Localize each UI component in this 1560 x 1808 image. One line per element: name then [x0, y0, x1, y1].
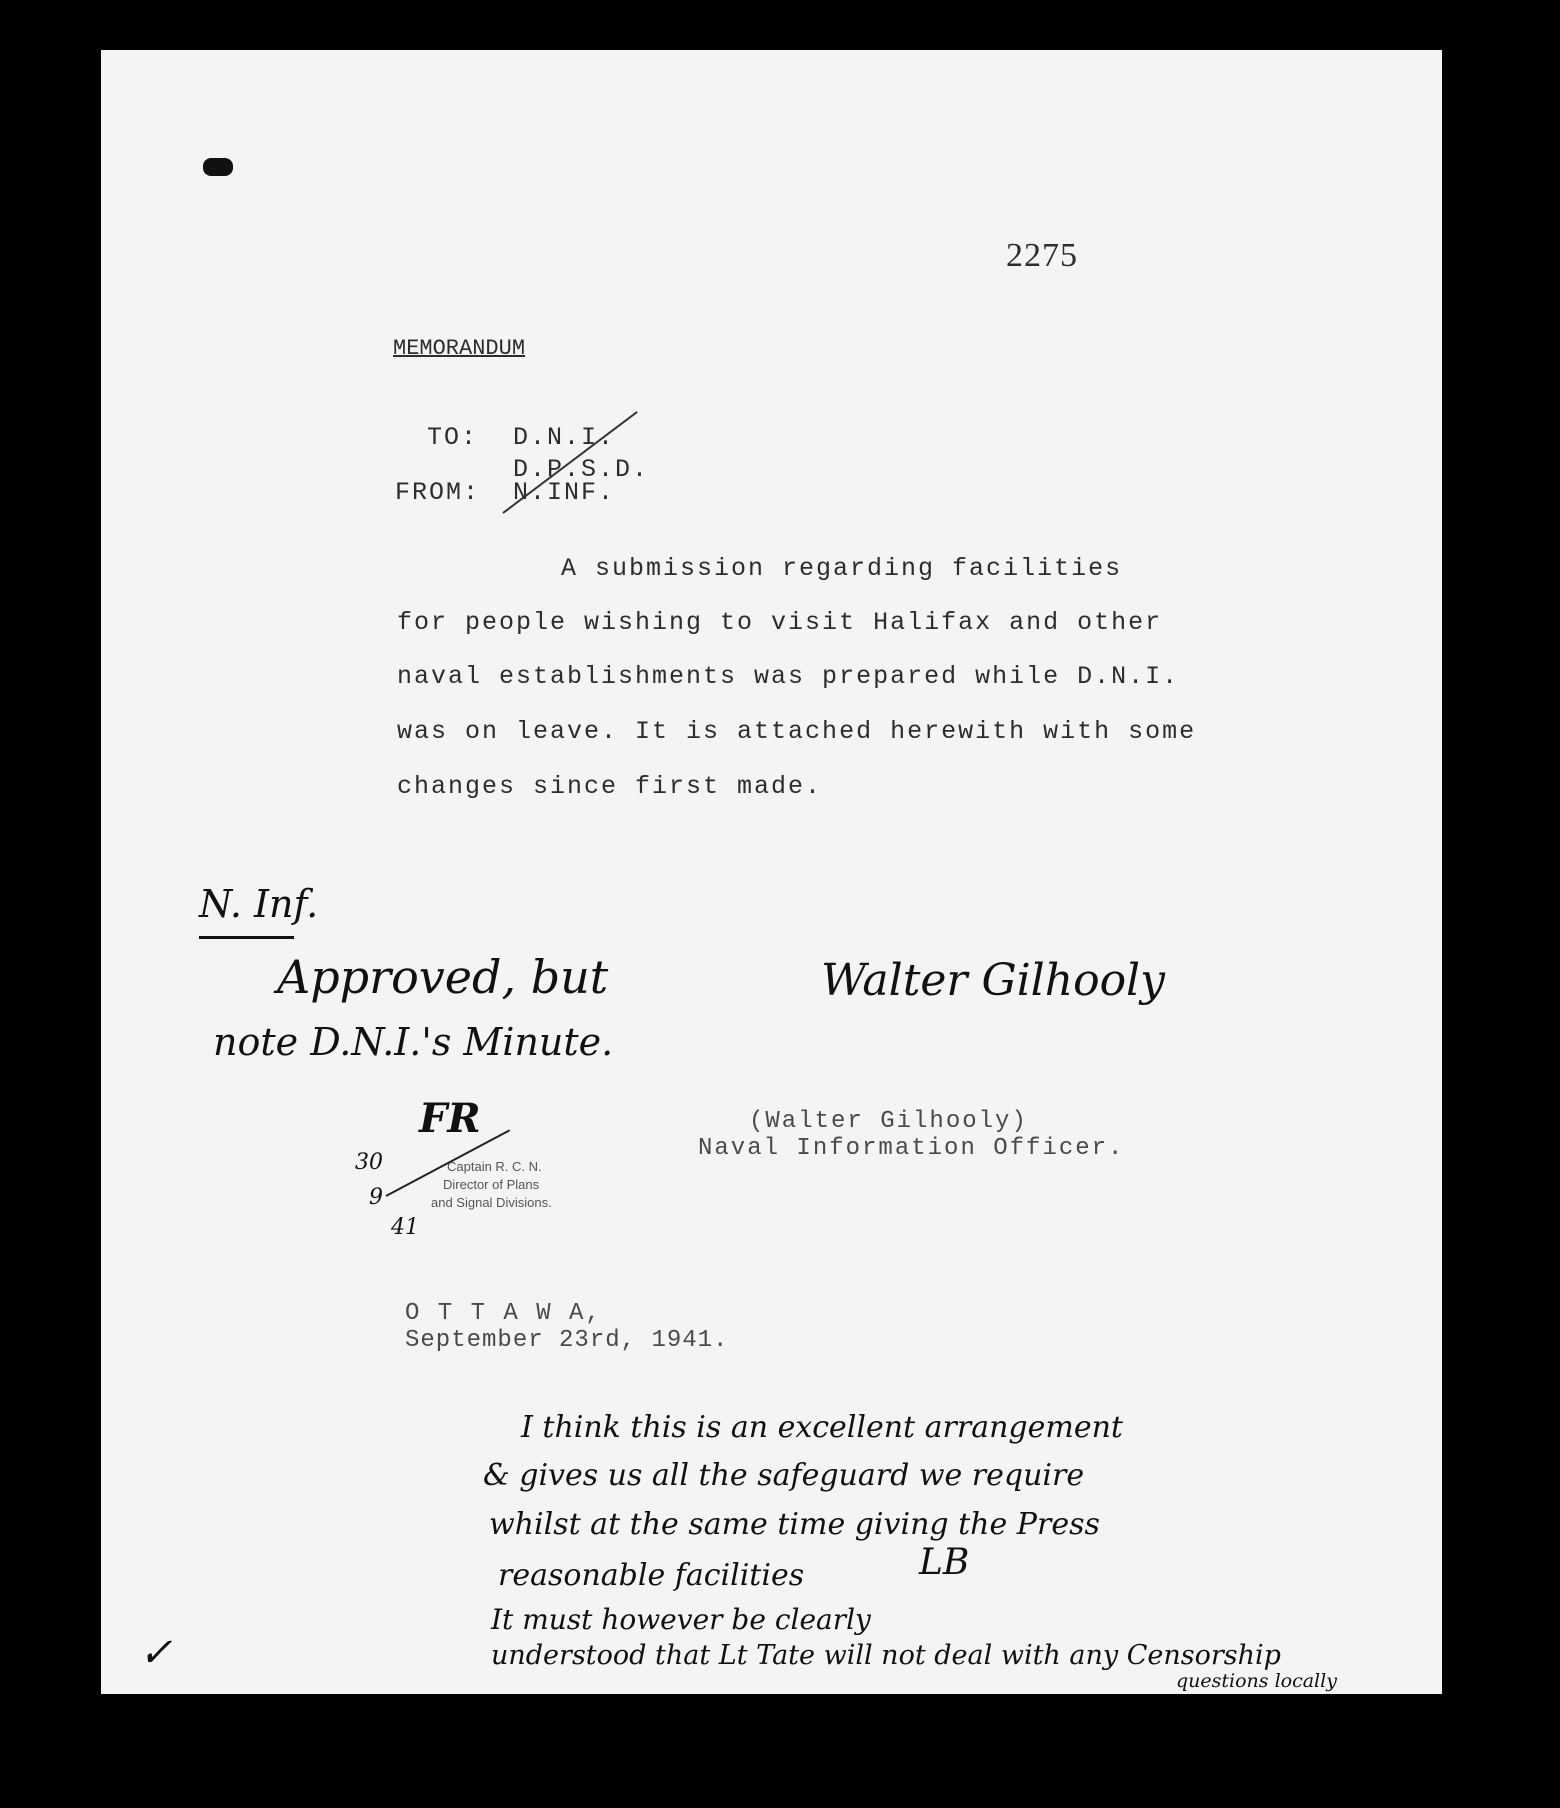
- from-value: N.INF.: [513, 478, 616, 507]
- from-label: FROM:: [395, 478, 481, 507]
- minute-underline: [199, 936, 294, 939]
- memo-heading: [393, 336, 525, 361]
- tick-mark: ✓: [139, 1630, 173, 1676]
- stamp-date-month: 9: [369, 1185, 383, 1210]
- note-line: reasonable facilities: [498, 1558, 805, 1593]
- punch-hole-mark: [203, 158, 233, 176]
- date: September 23rd, 1941.: [405, 1327, 729, 1354]
- note-line: I think this is an excellent arrangement: [521, 1410, 1123, 1445]
- body-line: A submission regarding facilities: [561, 554, 1123, 583]
- note-line: understood that Lt Tate will not deal with any Censorship: [491, 1640, 1281, 1671]
- signatory-title: Naval Information Officer.: [698, 1135, 1125, 1162]
- memo-heading-text: MEMORANDUM: [393, 336, 526, 361]
- to-value-struck-2: D.P.S.D.: [513, 455, 650, 484]
- body-line: was on leave. It is attached herewith with some: [397, 717, 1197, 746]
- stamp-line: Captain R. C. N.: [447, 1159, 542, 1174]
- minute-line-1: Approved, but: [277, 950, 609, 1004]
- document-page: [101, 50, 1442, 1694]
- stamp-initials: FR: [419, 1095, 481, 1142]
- place: O T T A W A,: [405, 1300, 602, 1327]
- note-line: & gives us all the safeguard we require: [483, 1458, 1085, 1493]
- stamp-date-day: 30: [355, 1150, 383, 1175]
- body-line: for people wishing to visit Halifax and other: [397, 608, 1163, 637]
- body-line: naval establishments was prepared while D.N.I.: [397, 662, 1180, 691]
- to-label: TO:: [427, 423, 479, 452]
- signatory-name: (Walter Gilhooly): [749, 1108, 1028, 1135]
- stamp-line: Director of Plans: [443, 1177, 540, 1192]
- note-line: whilst at the same time giving the Press: [489, 1507, 1100, 1542]
- to-value-struck: D.N.I.: [513, 423, 616, 452]
- note-line: questions locally: [1176, 1670, 1337, 1692]
- body-line: changes since first made.: [397, 772, 823, 801]
- minute-line-2: note D.N.I.'s Minute.: [213, 1020, 614, 1064]
- signature: Walter Gilhooly: [821, 955, 1165, 1006]
- note-initials: LB: [919, 1542, 970, 1583]
- note-line: It must however be clearly: [491, 1603, 871, 1636]
- stamp-text: [431, 1158, 552, 1212]
- minute-heading: N. Inf.: [199, 882, 319, 926]
- stamp-date-year: 41: [391, 1215, 419, 1240]
- stamp-line: and Signal Divisions.: [431, 1195, 552, 1210]
- page-number: 2275: [1006, 237, 1078, 274]
